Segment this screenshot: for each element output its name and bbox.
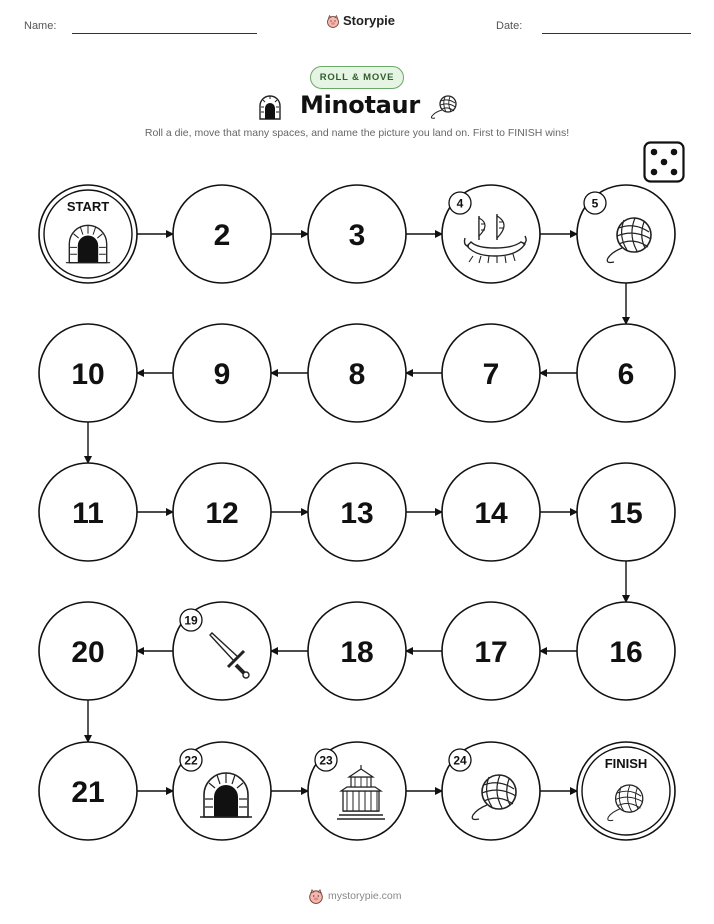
board-space-19[interactable] <box>173 602 271 700</box>
space-number: 17 <box>474 636 508 669</box>
board-space-14[interactable] <box>442 463 540 561</box>
board-space-11[interactable] <box>39 463 137 561</box>
space-number: 20 <box>71 636 105 669</box>
space-number: 19 <box>184 613 198 628</box>
board-space-16[interactable] <box>577 602 675 700</box>
board-space-12[interactable] <box>173 463 271 561</box>
space-number: 24 <box>453 753 467 768</box>
space-number: 6 <box>617 358 635 391</box>
board-space-8[interactable] <box>308 324 406 422</box>
space-number: 5 <box>591 196 599 211</box>
space-number: 9 <box>213 358 231 391</box>
page-title: Minotaur <box>300 91 420 119</box>
space-number: 16 <box>609 636 643 669</box>
space-number: 14 <box>474 497 508 530</box>
space-number: 23 <box>319 753 333 768</box>
board-space-3[interactable] <box>308 185 406 283</box>
date-label: Date: <box>496 20 523 32</box>
space-number: 8 <box>348 358 366 391</box>
space-label: START <box>66 199 110 214</box>
footer <box>308 888 402 904</box>
footer-url[interactable]: mystorypie.com <box>328 890 402 902</box>
space-number: 10 <box>71 358 105 391</box>
space-number: 12 <box>205 497 239 530</box>
board-space-7[interactable] <box>442 324 540 422</box>
board-space-10[interactable] <box>39 324 137 422</box>
board-space-23[interactable] <box>308 742 406 840</box>
board-space-17[interactable] <box>442 602 540 700</box>
pig-logo-icon <box>308 888 324 904</box>
board-space-15[interactable] <box>577 463 675 561</box>
space-number: 18 <box>340 636 374 669</box>
space-number: 13 <box>340 497 374 530</box>
board-space-18[interactable] <box>308 602 406 700</box>
board-space-24[interactable] <box>442 742 540 840</box>
space-number: 3 <box>348 219 366 252</box>
board-space-9[interactable] <box>173 324 271 422</box>
board-space-22[interactable] <box>173 742 271 840</box>
board-space-5[interactable] <box>577 185 675 283</box>
board-space-4[interactable] <box>442 185 540 283</box>
space-number: 7 <box>482 358 500 391</box>
space-number: 15 <box>609 497 643 530</box>
space-number: 21 <box>71 776 105 809</box>
board-space-13[interactable] <box>308 463 406 561</box>
space-number: 4 <box>456 196 464 211</box>
activity-badge: ROLL & MOVE <box>310 66 404 89</box>
board-space-20[interactable] <box>39 602 137 700</box>
space-number: 22 <box>184 753 198 768</box>
space-number: 2 <box>213 219 231 252</box>
board-space-6[interactable] <box>577 324 675 422</box>
brand-name: Storypie <box>343 13 396 28</box>
board-space-2[interactable] <box>173 185 271 283</box>
board-space-25[interactable] <box>577 742 675 840</box>
space-label: FINISH <box>604 756 648 771</box>
instructions: Roll a die, move that many spaces, and name the picture you land on. First to FINISH wins! <box>144 127 570 139</box>
board-space-21[interactable] <box>39 742 137 840</box>
space-number: 11 <box>72 497 104 530</box>
name-label: Name: <box>24 20 57 32</box>
board-space-1[interactable] <box>39 185 137 283</box>
